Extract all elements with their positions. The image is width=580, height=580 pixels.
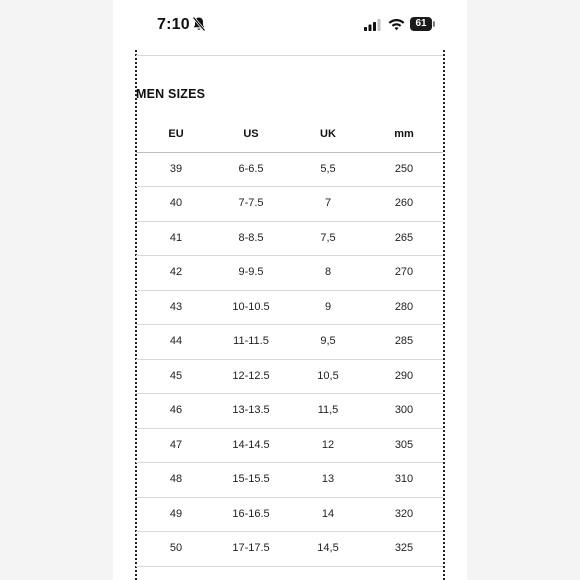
- cell-uk: 7,5: [320, 231, 336, 244]
- size-table: [136, 118, 443, 567]
- cell-us: 6-6.5: [238, 162, 264, 175]
- cell-mm: 270: [394, 266, 414, 278]
- cell-uk: 12: [321, 438, 335, 451]
- cell-us: 10-10.5: [232, 300, 270, 313]
- battery-icon: 61: [410, 17, 432, 31]
- cell-uk: 13: [321, 473, 335, 485]
- table-row: [136, 532, 443, 567]
- cell-uk: 11,5: [317, 404, 339, 416]
- cell-uk: 5,5: [320, 162, 336, 175]
- table-row: [136, 325, 443, 360]
- table-row: [136, 187, 443, 222]
- cell-eu: 50: [169, 542, 183, 554]
- divider: [136, 55, 443, 56]
- cell-us: 12-12.5: [232, 369, 270, 382]
- cell-mm: 280: [394, 300, 414, 313]
- table-row: [136, 222, 443, 257]
- cell-mm: 290: [394, 369, 414, 382]
- cell-us: 8-8.5: [238, 231, 264, 244]
- table-row: [136, 498, 443, 533]
- cell-uk: 8: [324, 266, 332, 278]
- cell-mm: 285: [394, 335, 414, 347]
- header-eu: EU: [168, 128, 184, 140]
- table-row: [136, 429, 443, 464]
- cell-us: 14-14.5: [232, 438, 270, 451]
- cell-eu: 42: [169, 266, 183, 278]
- battery-tip: [433, 21, 435, 27]
- cell-us: 17-17.5: [232, 542, 270, 554]
- header-mm: mm: [394, 128, 414, 140]
- cell-uk: 14,5: [317, 542, 339, 554]
- table-header-row: [136, 118, 443, 153]
- table-row: [136, 256, 443, 291]
- cell-eu: 46: [169, 404, 183, 416]
- cell-eu: 49: [169, 507, 183, 520]
- cell-eu: 43: [169, 300, 183, 313]
- cell-us: 13-13.5: [232, 404, 270, 416]
- cell-us: 11-11.5: [233, 335, 269, 347]
- table-row: [136, 291, 443, 326]
- cell-us: 9-9.5: [238, 266, 264, 278]
- bell-slash-icon: [192, 16, 206, 32]
- table-row: [136, 360, 443, 395]
- cell-eu: 47: [169, 438, 183, 451]
- cell-us: 16-16.5: [232, 507, 270, 520]
- cell-uk: 9,5: [320, 335, 336, 347]
- cell-us: 15-15.5: [232, 473, 270, 485]
- cell-mm: 305: [394, 438, 414, 451]
- cell-eu: 44: [169, 335, 183, 347]
- signal-icon: [364, 19, 381, 31]
- cell-eu: 39: [169, 162, 183, 175]
- cell-mm: 320: [394, 507, 414, 520]
- cell-mm: 260: [394, 197, 414, 209]
- cell-mm: 300: [394, 404, 414, 416]
- cell-mm: 325: [394, 542, 414, 554]
- cell-eu: 41: [169, 231, 183, 244]
- cell-uk: 14: [321, 507, 335, 520]
- cell-mm: 265: [394, 231, 414, 244]
- table-row: [136, 394, 443, 429]
- section-title: MEN SIZES: [136, 87, 206, 101]
- cell-eu: 48: [169, 473, 183, 485]
- table-row: [136, 153, 443, 188]
- phone-screen: [113, 0, 467, 580]
- status-bar: [113, 0, 467, 50]
- cell-mm: 250: [394, 162, 414, 175]
- cell-uk: 10,5: [317, 369, 339, 382]
- cell-eu: 40: [169, 197, 183, 209]
- header-us: US: [243, 128, 259, 140]
- table-row: [136, 463, 443, 498]
- dotted-border-right: [443, 50, 445, 580]
- cell-eu: 45: [169, 369, 183, 382]
- cell-us: 7-7.5: [238, 197, 264, 209]
- cell-uk: 9: [324, 300, 332, 313]
- cell-mm: 310: [394, 473, 414, 485]
- wifi-icon: [388, 17, 405, 31]
- cell-uk: 7: [324, 197, 332, 209]
- status-time: 7:10: [157, 16, 190, 33]
- header-uk: UK: [320, 128, 336, 140]
